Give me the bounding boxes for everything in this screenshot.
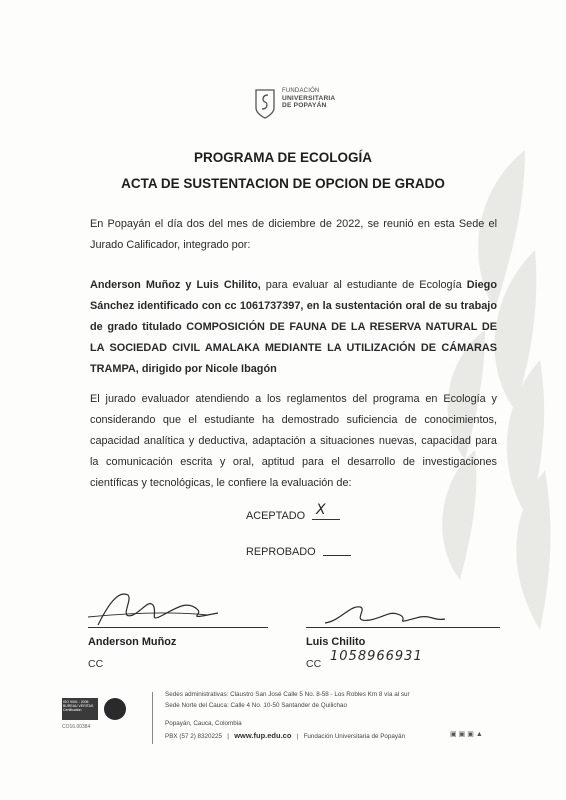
- jury-names: Anderson Muñoz y Luis Chilito,: [90, 279, 261, 291]
- university-logo: [254, 84, 344, 134]
- footer-org: Fundación Universitaria de Popayán: [303, 733, 406, 740]
- logo-line3: DE POPAYÁN: [282, 102, 327, 109]
- certification-badge: [62, 698, 126, 732]
- university-emblem-icon: [254, 86, 276, 120]
- signer-name-2: Luis Chilito: [306, 636, 366, 648]
- signer-cc-number-2: 1058966931: [330, 649, 423, 664]
- logo-line1: FUNDACIÓN: [282, 88, 320, 94]
- paragraph-evaluation: El jurado evaluador atendiendo a los reglamentos del programa en Ecología y considerando que el estudiante ha demostrado suficiencia de conocimientos, capacidad analítica y deductiva, adaptación a situaciones nuevas, capacidad para la comunicación escrita y oral, aptitud para el desarrollo de investigaciones científicas y tecnológicas, le confiere la evaluación de:: [90, 393, 497, 489]
- signer-cc-1: CC: [88, 658, 104, 670]
- iso-code: CO16.00384: [62, 724, 91, 730]
- accepted-blank: [312, 519, 340, 520]
- facebook-icon: ▣: [458, 731, 468, 738]
- signature-line-1: [88, 627, 268, 628]
- accepted-row: [246, 502, 340, 522]
- footer-phone: PBX (57 2) 8320225: [165, 733, 223, 740]
- footer-website: www.fup.edu.co: [234, 731, 292, 740]
- footer-address-2: Sede Norte del Cauca: Calle 4 No. 10-50 Santander de Quilichao: [165, 702, 348, 709]
- paragraph-jury: [90, 275, 497, 380]
- social-icons: [450, 730, 485, 738]
- footer-contact-row: PBX (57 2) 8320225 | www.fup.edu.co | Fundación Universitaria de Popayán: [165, 731, 406, 740]
- footer-divider: [152, 692, 153, 744]
- paragraph-intro: En Popayán el día dos del mes de diciembre de 2022, se reunió en esta Sede el Jurado Calificador, integrado por:: [90, 218, 497, 251]
- footer-address-1: Sedes administrativas: Claustro San José Calle 5 No. 8-58 - Los Robles Km 8 vía al sur: [165, 691, 410, 698]
- jury-purpose: para evaluar al estudiante de Ecología: [260, 279, 467, 291]
- signatures-area: [80, 585, 500, 675]
- accepted-mark: X: [316, 502, 327, 518]
- signature-line-2: [306, 627, 500, 628]
- student-thesis-details: Diego Sánchez identificado con cc 1061737397, en la sustentación oral de su trabajo de grado titulado COMPOSICIÓN DE FAUNA DE LA RESERVA NATURAL DE LA SOCIEDAD CIVIL AMALAKA MEDIANTE LA UTILIZACIÓN DE CÁMARAS TRAMPA, dirigido por Nicole Ibagón: [90, 279, 497, 375]
- rejected-label: REPROBADO: [246, 546, 316, 558]
- program-title: PROGRAMA DE ECOLOGÍA: [193, 150, 372, 165]
- youtube-icon: ▣: [450, 731, 459, 738]
- twitter-icon: ▲: [475, 731, 485, 738]
- logo-line2: UNIVERSITARIA: [282, 95, 336, 102]
- iso-box: [62, 698, 98, 720]
- logo-text: [282, 88, 352, 109]
- signature-luis-icon: [320, 595, 450, 630]
- rejected-blank: [323, 555, 351, 556]
- rejected-row: [246, 546, 351, 558]
- footer-city: Popayán, Cauca, Colombia: [165, 720, 242, 727]
- act-title: ACTA DE SUSTENTACION DE OPCION DE GRADO: [121, 176, 445, 191]
- bureau-veritas-seal-icon: [104, 698, 126, 720]
- accepted-label: ACEPTADO: [246, 510, 306, 522]
- signer-name-1: Anderson Muñoz: [88, 636, 177, 648]
- iso-label: ISO 9001 : 2008 BUREAU VERITAS Certification: [63, 700, 94, 712]
- signature-anderson-icon: [88, 585, 228, 630]
- instagram-icon: ▣: [467, 731, 476, 738]
- signer-cc-2: CC: [306, 658, 322, 670]
